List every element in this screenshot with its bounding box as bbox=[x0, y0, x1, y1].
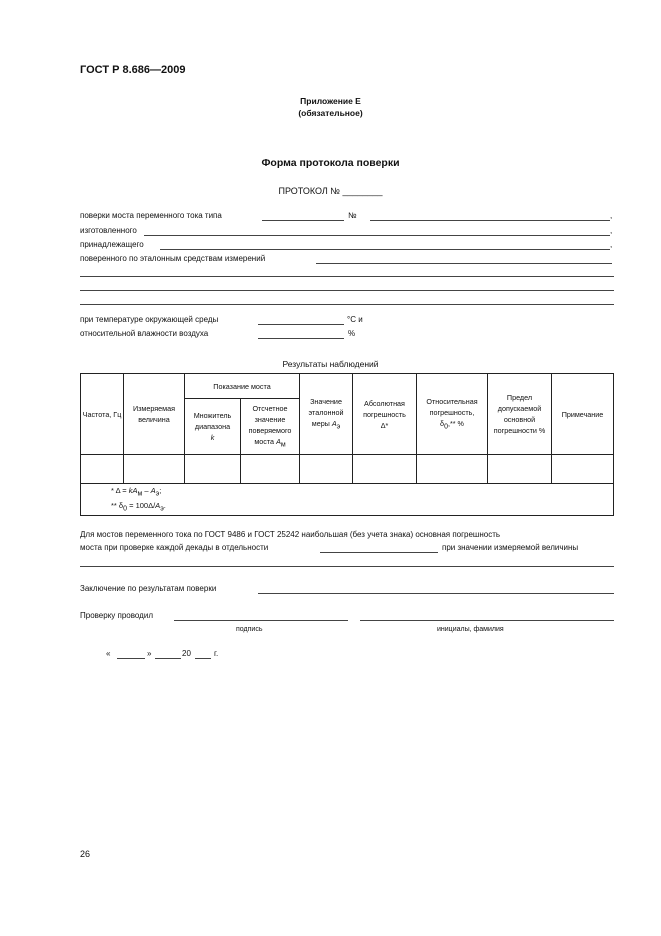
result-field[interactable] bbox=[258, 593, 614, 594]
footnote-relative: ** $\delta_0 = 100\Delta/A_э$. bbox=[111, 500, 166, 512]
line1-number-sign: № bbox=[348, 211, 357, 220]
col-absolute-error-header: Абсолютная погрешность Δ* bbox=[353, 374, 417, 455]
cell-absolute-error[interactable] bbox=[353, 455, 417, 484]
col-relative-error-header: Относительная погрешность, $\delta_0,**$ % bbox=[417, 374, 488, 455]
line3-comma: , bbox=[610, 240, 613, 249]
appendix-title: Приложение Е bbox=[300, 96, 361, 106]
footnote-absolute: * $\Delta = kA_м - A_э$; bbox=[111, 486, 162, 498]
line3-label: принадлежащего bbox=[80, 240, 144, 249]
col-note-header: Примечание bbox=[552, 374, 614, 455]
cell-reading[interactable] bbox=[241, 455, 300, 484]
error-paragraph-line2a: моста при проверке каждой декады в отдельности bbox=[80, 543, 269, 552]
observations-table bbox=[80, 373, 614, 516]
manufacturer-field[interactable] bbox=[144, 235, 610, 236]
col-multiplier-header: Множитель диапазона k bbox=[185, 399, 241, 455]
cell-measured[interactable] bbox=[124, 455, 185, 484]
verifier-label: Проверку проводил bbox=[80, 611, 153, 620]
standards-field[interactable] bbox=[316, 263, 612, 264]
table-row bbox=[81, 455, 614, 484]
form-title: Форма протокола поверки bbox=[261, 157, 400, 169]
name-caption: инициалы, фамилия bbox=[437, 626, 504, 633]
col-error-limit-header: Предел допускаемой основной погрешности % bbox=[488, 374, 552, 455]
owner-field[interactable] bbox=[160, 249, 610, 250]
line2-comma: , bbox=[610, 226, 613, 235]
bridge-number-field[interactable] bbox=[370, 220, 610, 221]
cell-relative-error[interactable] bbox=[417, 455, 488, 484]
line2-label: изготовленного bbox=[80, 226, 137, 235]
temperature-label: при температуре окружающей среды bbox=[80, 315, 219, 324]
name-field[interactable] bbox=[360, 620, 614, 621]
date-close-quote: » bbox=[147, 649, 152, 658]
humidity-unit: % bbox=[348, 329, 356, 338]
standards-line-4[interactable] bbox=[80, 304, 614, 305]
line4-label: поверенного по эталонным средствам измерений bbox=[80, 254, 266, 263]
measured-value-field[interactable] bbox=[80, 566, 614, 567]
temperature-field[interactable] bbox=[258, 324, 344, 325]
temperature-unit: °С и bbox=[347, 315, 363, 324]
col-standard-header: Значение эталонной меры $A_э$ bbox=[300, 374, 353, 455]
humidity-label: относительной влажности воздуха bbox=[80, 329, 209, 338]
table-footnotes bbox=[81, 484, 614, 516]
document-header: ГОСТ Р 8.686—2009 bbox=[80, 64, 186, 76]
cell-frequency[interactable] bbox=[81, 455, 124, 484]
protocol-number: ПРОТОКОЛ № ________ bbox=[278, 186, 383, 196]
date-day-field[interactable] bbox=[117, 658, 145, 659]
col-bridge-reading-header: Показание моста bbox=[185, 374, 300, 399]
date-year-field[interactable] bbox=[195, 658, 211, 659]
bridge-type-field[interactable] bbox=[262, 220, 344, 221]
standards-line-2[interactable] bbox=[80, 276, 614, 277]
cell-standard[interactable] bbox=[300, 455, 353, 484]
error-paragraph-line2b: при значении измеряемой величины bbox=[442, 543, 579, 552]
cell-multiplier[interactable] bbox=[185, 455, 241, 484]
date-year-suffix: г. bbox=[214, 649, 219, 658]
result-label: Заключение по результатам поверки bbox=[80, 584, 217, 593]
col-measured-header: Измеряемая величина bbox=[124, 374, 185, 455]
cell-error-limit[interactable] bbox=[488, 455, 552, 484]
standards-line-3[interactable] bbox=[80, 290, 614, 291]
col-reading-header: Отсчетное значение поверяемого моста $A_м$ bbox=[241, 399, 300, 455]
results-title: Результаты наблюдений bbox=[282, 359, 379, 369]
cell-note[interactable] bbox=[552, 455, 614, 484]
signature-caption: подпись bbox=[236, 626, 263, 633]
col-frequency-header: Частота, Гц bbox=[81, 374, 124, 455]
appendix-status: (обязательное) bbox=[298, 108, 363, 118]
date-month-field[interactable] bbox=[155, 658, 181, 659]
date-century: 20 bbox=[182, 649, 191, 658]
decade-error-field[interactable] bbox=[320, 552, 438, 553]
humidity-field[interactable] bbox=[258, 338, 344, 339]
page-number: 26 bbox=[80, 849, 91, 859]
line1-comma: , bbox=[610, 211, 613, 220]
line1-label: поверки моста переменного тока типа bbox=[80, 211, 222, 220]
date-open-quote: « bbox=[106, 649, 111, 658]
error-paragraph-line1: Для мостов переменного тока по ГОСТ 9486 и ГОСТ 25242 наибольшая (без учета знака) основная погрешность bbox=[80, 530, 501, 539]
signature-field[interactable] bbox=[174, 620, 348, 621]
